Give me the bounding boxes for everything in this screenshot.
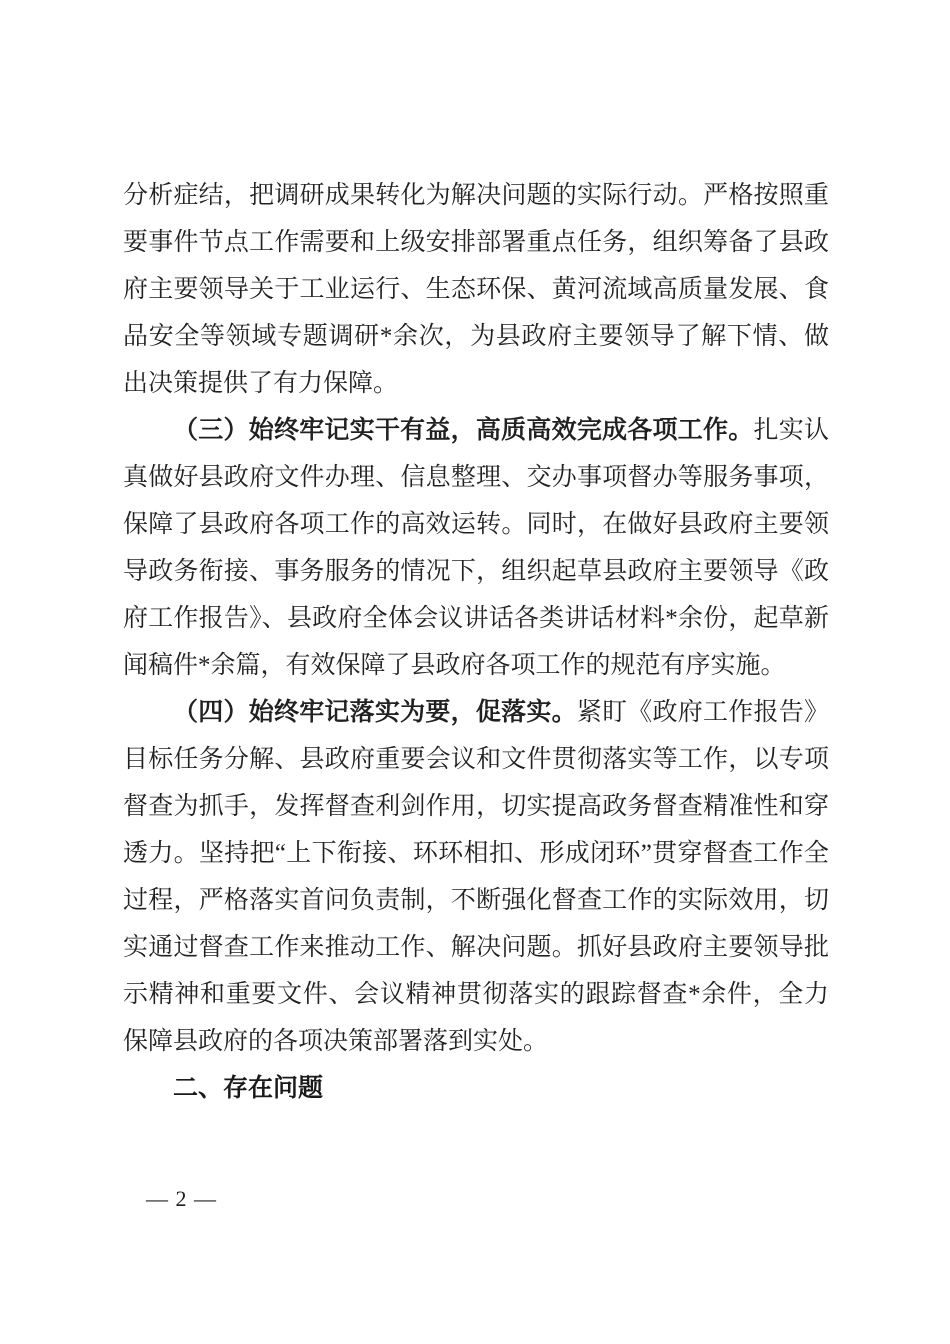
paragraph-section-4 [123,689,829,1065]
page-content [123,172,829,1112]
section-3-lead-heading: （三）始终牢记实干有益，高质高效完成各项工作。 [173,417,754,444]
page-number: — 2 — [146,1186,217,1211]
paragraph-continuation: 分析症结，把调研成果转化为解决问题的实际行动。严格按照重要事件节点工作需要和上级安排部署重点任务，组织筹备了县政府主要领导关于工业运行、生态环保、黄河流域高质量发展、食品安全等领域专题调研*余次，为县政府主要领导了解下情、做出决策提供了有力保障。 [123,182,829,397]
paragraph-section-3 [123,407,829,689]
section-3-body-text: 扎实认真做好县政府文件办理、信息整理、交办事项督办等服务事项，保障了县政府各项工作的高效运转。同时，在做好县政府主要领导政务衔接、事务服务的情况下，组织起草县政府主要领导《政府工作报告》、县政府全体会议讲话各类讲话材料*余份，起草新闻稿件*余篇，有效保障了县政府各项工作的规范有序实施。 [123,417,829,679]
heading-existing-problems: 二、存在问题 [173,1074,324,1102]
section-4-body-text: 紧盯《政府工作报告》目标任务分解、县政府重要会议和文件贯彻落实等工作，以专项督查为抓手，发挥督查利剑作用，切实提高政务督查精准性和穿透力。坚持把“上下衔接、环环相扣、形成闭环”贯穿督查工作全过程，严格落实首问负责制，不断强化督查工作的实际效用，切实通过督查工作来推动工作、解决问题。抓好县政府主要领导批示精神和重要文件、会议精神贯彻落实的跟踪督查*余件，全力保障县政府的各项决策部署落到实处。 [123,699,829,1055]
section-4-lead-heading: （四）始终牢记落实为要，促落实。 [173,699,577,726]
